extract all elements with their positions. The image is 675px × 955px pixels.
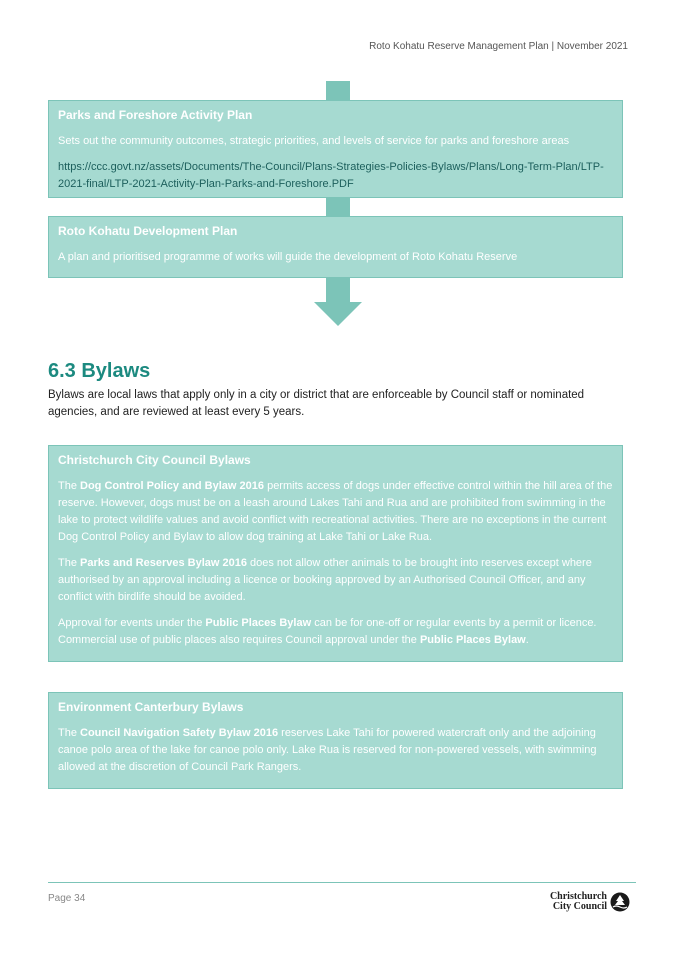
flow-connector-middle xyxy=(326,198,350,217)
ccc-bylaws-title: Christchurch City Council Bylaws xyxy=(58,453,251,467)
dog-bylaw-name: Dog Control Policy and Bylaw 2016 xyxy=(80,480,265,492)
ccc-bylaws-events-paragraph: Approval for events under the Public Places Bylaw can be for one-off or regular events by a permit or licence. Commercial use of public places also requires Council approval under the Public Places Bylaw. xyxy=(58,617,597,646)
parks-plan-link[interactable]: https://ccc.govt.nz/assets/Documents/The-Council/Plans-Strategies-Policies-Bylaws/Plans/Long-Term-Plan/LTP-2021-final/LTP-2021-Activity-Plan-Parks-and-Foreshore.PDF xyxy=(58,161,604,190)
parks-plan-description: Sets out the community outcomes, strategic priorities, and levels of service for parks and foreshore areas xyxy=(58,135,570,147)
section-intro: Bylaws are local laws that apply only in a city or district that are enforceable by Council staff or nominated agencies, and are reviewed at least every 5 years. xyxy=(48,389,585,418)
ccc-bylaws-dog-paragraph: The Dog Control Policy and Bylaw 2016 permits access of dogs under effective control within the hill area of the reserve. However, dogs must be on a leash around Lakes Tahi and Rua and are prohibited from swimming in the lake to protect wildlife values and avoid conflict with recreational activities. There are no exceptions in the current Dog Control Policy and Bylaw to allow dog training at Lake Tahi or Lake Rua. xyxy=(58,480,613,543)
flow-connector-top xyxy=(326,81,350,101)
footer-divider xyxy=(48,882,636,883)
down-arrow-icon xyxy=(314,278,362,328)
public-places-bylaw-name: Public Places Bylaw xyxy=(205,617,312,629)
dev-plan-title: Roto Kohatu Development Plan xyxy=(58,224,238,238)
parks-bylaw-name: Parks and Reserves Bylaw 2016 xyxy=(80,557,247,569)
ecan-bylaws-box xyxy=(48,692,623,789)
logo-line-1: Christchurch xyxy=(549,891,607,902)
running-header: Roto Kohatu Reserve Management Plan | November 2021 xyxy=(369,41,628,52)
ccc-bylaws-box xyxy=(48,445,623,662)
council-logo xyxy=(550,892,630,912)
page-number: Page 34 xyxy=(48,893,86,904)
public-places-bylaw-name-2: Public Places Bylaw xyxy=(419,634,526,646)
parks-foreshore-plan-box xyxy=(48,100,623,198)
ecan-bylaws-paragraph: The Council Navigation Safety Bylaw 2016 reserves Lake Tahi for powered watercraft only and the adjoining canoe polo area of the lake for canoe polo only. Lake Rua is reserved for non-powered vessels, with swimming allowed at the discretion of Council Park Rangers. xyxy=(58,727,597,773)
logo-line-2: City Council xyxy=(552,901,607,912)
ecan-bylaws-title: Environment Canterbury Bylaws xyxy=(58,700,244,714)
navigation-bylaw-name: Council Navigation Safety Bylaw 2016 xyxy=(80,727,279,739)
council-emblem-icon xyxy=(610,892,630,912)
dev-plan-description: A plan and prioritised programme of works will guide the development of Roto Kohatu Reserve xyxy=(58,251,518,263)
ccc-bylaws-parks-paragraph: The Parks and Reserves Bylaw 2016 does not allow other animals to be brought into reserves except where authorised by an approval including a licence or booking approved by an Authorised Council Officer, and any conflict with birdlife should be avoided. xyxy=(58,557,592,603)
development-plan-box xyxy=(48,216,623,278)
section-title: 6.3 Bylaws xyxy=(48,360,151,382)
parks-plan-title: Parks and Foreshore Activity Plan xyxy=(58,108,253,122)
